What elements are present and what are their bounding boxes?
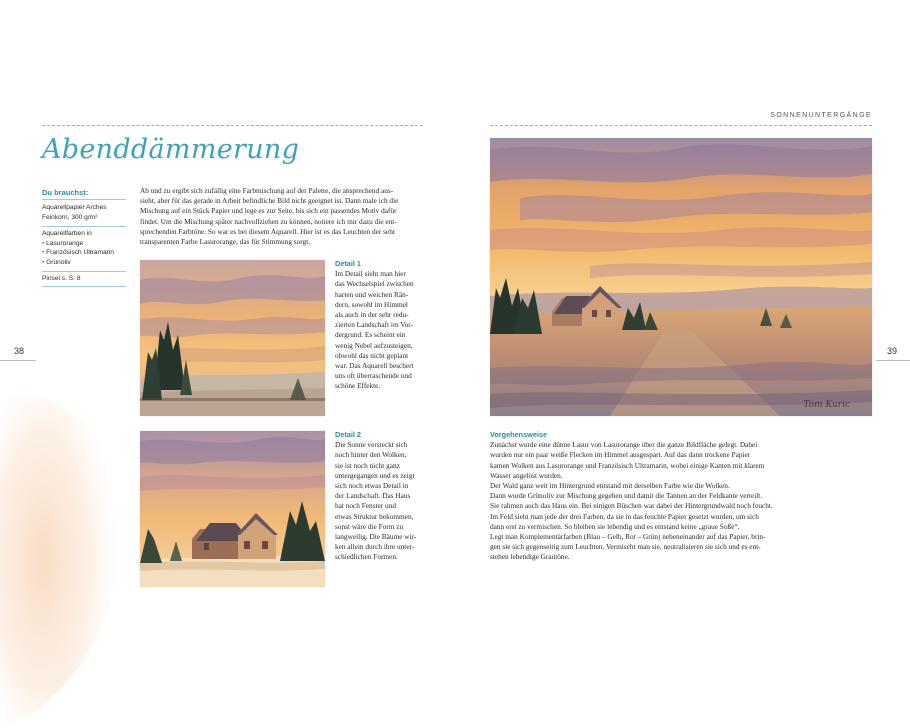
main-painting: [490, 138, 872, 416]
top-rule-right: [490, 125, 872, 126]
materials-heading: Du brauchst:: [42, 188, 89, 197]
materials-divider: [42, 271, 126, 272]
detail2-text: Detail 2 Die Sonne versteckt sich noch hinter den Wolken, sie ist noch nicht ganz untergegangen und es zeigt sich noch etwas Detail in der Landschaft. Das Haus hat noch Fenster und etwas Struktur bekommen, sonst wäre die Form zu langweilig. Die Bäume wir- ken allein durch ihre unter- schiedlichen Formen.: [335, 430, 427, 563]
detail2-image: [140, 431, 325, 587]
page-number-left: 38: [14, 346, 25, 356]
materials-divider: [42, 226, 126, 227]
page-number-right: 39: [887, 346, 898, 356]
materials-divider: [42, 199, 126, 200]
paints-info: Aquarellfarben in • Lasurorange • Französisch Ultramarin • Grünoliv: [42, 230, 114, 266]
page-title: Abenddämmerung: [42, 134, 300, 165]
section-header: SONNENUNTERGÄNGE: [770, 112, 872, 119]
materials-divider: [42, 286, 126, 287]
top-rule-left: [42, 125, 423, 126]
detail1-heading: Detail 1: [335, 259, 361, 268]
detail1-image: [140, 260, 325, 416]
procedure-heading: Vorgehensweise: [490, 430, 548, 439]
procedure-text: Vorgehensweise Zunächst wurde eine dünne Lasur von Lasurorange über die ganze Bildfläche gelegt. Dabei wurden nur ein paar weiße Flecken im Himmel ausgespart. Auf das dann trockene Papier kamen Wolken aus Lasurorange und Französisch Ultramarin, wobei einige Kanten mit klarem Wasser angelöst wurden. Der Wald ganz weit im Hintergrund entstand mit derselben Farbe wie die Wolken. Dann wurde Grünoliv zur Mischung gegeben und damit die Tannen an der Feldkante verteilt. Sie rahmen auch das Haus ein. Bei einigen Büschen war dabei der Hintergrundwald noch feucht. Im Feld sieht man jede der drei Farben, da sie in das feuchte Papier gesetzt wurden, um sich dann erst zu vermischen. So bleiben sie lebendig und es entstand keine „graue Soße“. Legt man Komplementärfarben (Blau – Gelb, Rot – Grün) nebeneinander auf das Papier, brin- gen sie sich gegenseitig zum Leuchten. Vermischt man sie, neutralisieren sie sich und es ent- stehen lebendige Grautöne.: [490, 430, 872, 563]
page-number-rule-right: [876, 360, 910, 361]
detail1-text: Detail 1 Im Detail sieht man hier das Wechselspiel zwischen harten und weichen Rän- dern, sowohl im Himmel als auch in der sehr redu- zierten Landschaft im Vor- dergrund. Es scheint ein wenig Nebel aufzusteigen, obwohl das nicht geplant war. Das Aquarell beschert uns oft überraschende und schöne Effekte.: [335, 259, 425, 392]
watercolor-wash-decoration: [0, 380, 140, 728]
brush-info: Pinsel s. S. 8: [42, 275, 81, 282]
painting-signature: Tom Kuric: [803, 400, 850, 410]
intro-paragraph: Ab und zu ergibt sich zufällig eine Farbmischung auf der Palette, die ansprechend aus- sieht, aber für das gerade in Arbeit befindliche Bild nicht geeignet ist. Dann male ich die Mischung auf ein Stück Papier und lege es zur Seite, bis sich ein passendes Motiv dafür findet. Um die Mischung später nachvollziehen zu können, notiere ich mir dazu die ent- sprechenden Farbtöne. So war es bei diesem Aquarell. Hier ist es das Leuchten der sehr transparenten Farbe Lasurorange, das für Stimmung sorgt.: [140, 186, 399, 247]
detail2-heading: Detail 2: [335, 430, 361, 439]
paper-info: Aquarellpapier Arches Feinkorn, 300 g/m²: [42, 204, 107, 221]
page-number-rule-left: [0, 360, 36, 361]
